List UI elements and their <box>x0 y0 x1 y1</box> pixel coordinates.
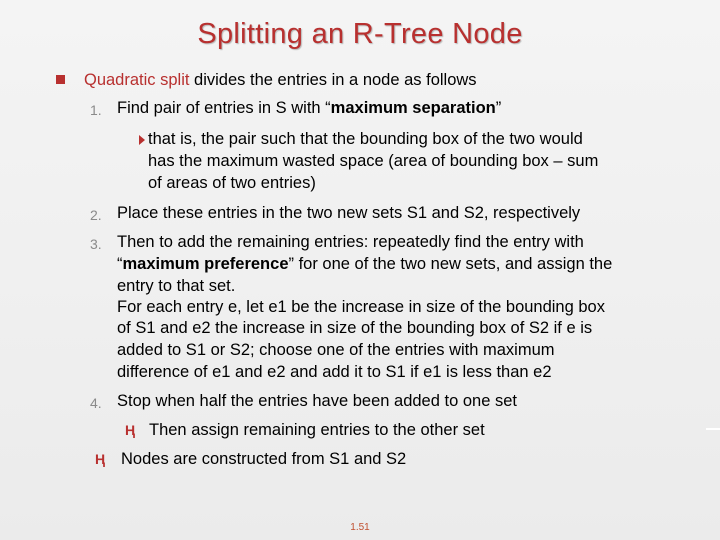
edge-decoration <box>706 428 720 430</box>
step-1-sub-line-1: that is, the pair such that the bounding box of the two would <box>148 130 583 148</box>
step-1-sub-line-3: of areas of two entries) <box>148 174 316 192</box>
quadratic-split-term: Quadratic split <box>84 71 190 89</box>
step-3-bold: maximum preference <box>122 255 289 273</box>
step-3-line-6: added to S1 or S2; choose one of the entries with maximum <box>117 341 555 359</box>
step-1-bold: maximum separation <box>330 99 496 117</box>
step-1-pre: Find pair of entries in S with “ <box>117 99 331 117</box>
page-number: 1.51 <box>350 522 370 533</box>
step-1-text <box>117 98 501 120</box>
step-3-line-1: Then to add the remaining entries: repeatedly find the entry with <box>117 233 584 251</box>
step-3-line-4: For each entry e, let e1 be the increase in size of the bounding box <box>117 298 605 316</box>
step-3-number: 3. <box>90 236 102 252</box>
step-2-number: 2. <box>90 207 102 223</box>
step-4-sub: Then assign remaining entries to the other set <box>149 421 485 439</box>
intro-text: divides the entries in a node as follows <box>189 71 477 89</box>
step-1-number: 1. <box>90 102 102 118</box>
step-2-text: Place these entries in the two new sets S1 and S2, respectively <box>117 204 581 222</box>
square-bullet-icon <box>56 75 65 84</box>
step-1-sub-line-2: has the maximum wasted space (area of bounding box – sum <box>148 152 599 170</box>
step-3-line-2 <box>117 254 612 276</box>
step-3-line-7: difference of e1 and e2 and add it to S1 if e1 is less than e2 <box>117 363 552 381</box>
h-bullet-icon: Ⱨ <box>95 451 106 467</box>
step-4-text: Stop when half the entries have been added to one set <box>117 392 517 410</box>
step-3-line-5: of S1 and e2 the increase in size of the bounding box of S2 if e is <box>117 319 593 337</box>
step-4-number: 4. <box>90 395 102 411</box>
final-text: Nodes are constructed from S1 and S2 <box>121 450 407 468</box>
slide-title: Splitting an R-Tree Node <box>197 18 523 50</box>
step-3-line-2-rest: ” for one of the two new sets, and assign the <box>288 255 613 273</box>
triangle-bullet-icon <box>139 135 145 145</box>
step-3-open-quote: “ <box>117 255 123 273</box>
intro-line <box>84 70 477 92</box>
step-1-post: ” <box>495 99 502 117</box>
step-3-line-3: entry to that set. <box>117 277 236 295</box>
h-bullet-icon: Ⱨ <box>125 422 136 438</box>
